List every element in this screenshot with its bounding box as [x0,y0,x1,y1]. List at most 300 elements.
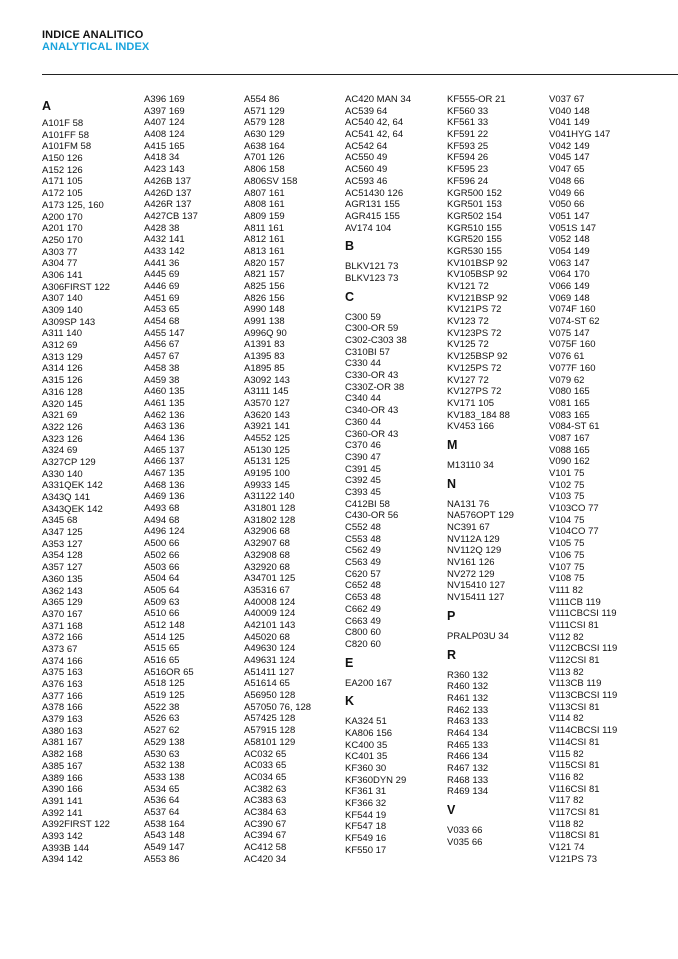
index-entry: A250 170 [42,234,83,246]
index-entry: A321 69 [42,410,78,422]
index-entry: A51614 65 [244,678,290,690]
index-entry: KF594 26 [447,152,489,164]
index-entry: A537 64 [144,806,180,818]
section-letter: E [345,655,354,670]
index-entry: A808 161 [244,199,285,211]
index-entry: A101F 58 [42,118,84,129]
index-entry: AC420 MAN 34 [345,94,412,105]
section-letter: M [447,437,458,452]
index-entry: A58101 129 [244,736,296,748]
index-entry: NV15411 127 [447,592,505,604]
index-entry: V112CSI 81 [549,655,600,666]
section-letter: B [345,239,355,254]
index-entry: V084-ST 61 [549,421,600,433]
index-entry: AC539 64 [345,105,388,117]
index-entry: AC032 65 [244,748,287,760]
index-entry: C340-OR 43 [345,405,399,417]
index-entry: A3921 141 [244,421,290,433]
index-entry: A362 143 [42,585,83,597]
index-entry: A465 137 [144,444,185,456]
index-entry: A389 166 [42,772,83,784]
index-entry: V051 147 [549,210,590,222]
index-entry: C562 49 [345,545,381,557]
index-entry: C392 45 [345,475,381,487]
index-entry: A40009 124 [244,608,296,620]
index-entry: AV174 104 [345,222,392,234]
index-entry: A323 126 [42,433,83,445]
index-entry: A324 69 [42,445,78,457]
index-entry: A532 138 [144,760,185,772]
index-entry: C391 45 [345,463,381,475]
index-entry: KGR500 152 [447,187,502,199]
index-entry: NV112A 129 [447,533,500,545]
index-entry: A446 69 [144,281,180,292]
index-entry: V117 82 [549,795,584,807]
index-entry: A519 125 [144,690,185,702]
index-entry: KGR520 155 [447,234,502,246]
section-letter: V [447,803,456,818]
index-entry: A461 135 [144,397,185,409]
index-entry: AC382 63 [244,783,287,795]
index-entry: A453 65 [144,304,180,316]
index-entry: A427CB 137 [144,210,198,222]
index-entry: V107 75 [549,561,585,573]
index-entry: V101 75 [549,468,585,479]
index-entry: KF595 23 [447,164,489,176]
index-entry: A32907 68 [244,538,290,550]
index-entry: KV125 72 [447,339,489,351]
index-entry: KGR501 153 [447,199,502,211]
index-entry: A320 145 [42,398,83,410]
index-entry: V050 66 [549,199,585,211]
index-entry: A393 142 [42,830,83,842]
index-entry: A512 148 [144,619,185,631]
index-entry: AC033 65 [244,760,287,772]
index-entry: C390 47 [345,451,381,463]
index-entry: A433 142 [144,245,185,257]
index-entry: A534 65 [144,783,180,795]
index-entry: A553 86 [144,853,180,865]
index-entry: A330 140 [42,468,83,480]
index-entry: A504 64 [144,573,180,585]
index-entry: A549 147 [144,842,185,853]
index-entry: A456 67 [144,339,180,351]
index-entry: A311 140 [42,328,82,340]
index-entry: A9933 145 [244,479,290,491]
index-entry: A407 124 [144,117,185,129]
index-entry: C340 44 [345,393,381,405]
index-entry: KF544 19 [345,809,387,821]
index-entry: NV15410 127 [447,580,506,592]
index-entry: A316 128 [42,386,83,398]
section-letter: P [447,608,456,623]
index-entry: V063 147 [549,257,590,269]
index-entry: A5131 125 [244,456,290,468]
index-entry: V083 165 [549,409,590,421]
index-entry: A812 161 [244,234,285,246]
index-entry: KV123PS 72 [447,327,502,339]
index-entry: KGR530 155 [447,245,502,257]
index-entry: A380 163 [42,725,83,737]
index-entry: A502 66 [144,549,180,561]
index-entry: A3620 143 [244,409,290,421]
index-entry: AC394 67 [244,830,287,842]
index-entry: A455 147 [144,327,185,339]
index-entry: A825 156 [244,281,285,292]
index-entry: V103CO 77 [549,503,599,515]
index-entry: KF547 18 [345,821,387,833]
index-column-3 [244,94,311,865]
index-entry: A516OR 65 [144,666,194,678]
index-entry: A466 137 [144,456,185,468]
index-entry: A460 135 [144,386,185,398]
index-entry: AC51430 126 [345,187,404,199]
index-entry: AC034 65 [244,771,287,783]
index-entry: R469 134 [447,786,489,798]
index-entry: C360 44 [345,416,381,428]
index-entry: A56950 128 [244,690,296,702]
index-entry: KC400 35 [345,739,388,751]
index-entry: KV105BSP 92 [447,269,508,281]
index-entry: KV453 166 [447,421,495,433]
index-entry: V052 148 [549,234,590,246]
index-entry: C310BI 57 [345,346,390,358]
index-entry: C302-C303 38 [345,335,407,346]
index-entry: A996Q 90 [244,327,287,339]
index-entry: KF593 25 [447,140,489,152]
index-entry: A392 141 [42,807,83,819]
index-entry: V114CSI 81 [549,736,600,748]
index-column-5 [447,94,514,848]
index-entry: V049 66 [549,187,585,199]
index-entry: A554 86 [244,94,280,105]
title-english: ANALYTICAL INDEX [42,41,150,53]
index-entry: EA200 167 [345,677,393,689]
index-entry: KF591 22 [447,129,489,141]
index-entry: A458 38 [144,362,180,374]
index-entry: A503 66 [144,561,180,573]
index-entry: A441 36 [144,257,180,269]
index-entry: V117CSI 81 [549,806,600,818]
index-entry: V118CSI 81 [549,830,600,842]
index-entry: A391 141 [42,795,83,807]
index-entry: A392FIRST 122 [42,819,110,831]
index-entry: AC390 67 [244,818,287,830]
index-entry: A579 128 [244,117,285,129]
index-entry: A522 38 [144,701,180,713]
index-entry: A373 67 [42,643,78,655]
index-entry: KV121BSP 92 [447,292,508,304]
index-entry: A101FF 58 [42,129,89,141]
index-entry: A49631 124 [244,655,296,666]
index-entry: A343QEK 142 [42,503,103,515]
index-entry: A426R 137 [144,199,192,211]
index-entry: A1895 85 [244,362,285,374]
index-entry: A378 166 [42,702,83,714]
index-entry: KV101BSP 92 [447,257,508,269]
index-entry: A393B 144 [42,842,90,854]
index-entry: AC550 49 [345,152,388,164]
index-entry: A820 157 [244,257,285,269]
index-entry: A312 69 [42,340,78,352]
index-entry: V121 74 [549,842,585,853]
index-entry: C360-OR 43 [345,428,399,440]
index-entry: C430-OR 56 [345,510,399,522]
index-entry: A32906 68 [244,526,290,538]
index-entry: A382 168 [42,749,83,761]
index-entry: KV171 105 [447,397,495,409]
index-entry: KA324 51 [345,716,387,728]
index-entry: A394 142 [42,854,83,866]
index-entry: A306FIRST 122 [42,281,110,293]
index-entry: A457 67 [144,351,180,363]
index-entry: A806 158 [244,164,285,176]
index-entry: V041 149 [549,117,590,129]
index-entry: A45020 68 [244,631,290,643]
index-entry: R464 134 [447,727,489,739]
index-entry: A526 63 [144,713,180,725]
index-entry: AC420 34 [244,853,287,865]
index-entry: A529 138 [144,736,185,748]
index-entry: C652 48 [345,580,381,592]
index-entry: A991 138 [244,316,285,328]
index-entry: C330Z-OR 38 [345,381,405,393]
index-entry: V041HYG 147 [549,129,611,141]
index-entry: V116CSI 81 [549,783,600,795]
index-entry: A327CP 129 [42,456,96,468]
index-entry: V042 149 [549,140,590,152]
index-entry: A396 169 [144,94,185,105]
index-entry: A314 126 [42,363,83,375]
index-entry: V037 67 [549,94,585,105]
index-entry: KF360 30 [345,763,387,774]
index-entry: KV125BSP 92 [447,351,508,363]
index-entry: V113CSI 81 [549,701,600,713]
index-entry: BLKV121 73 [345,261,399,273]
index-entry: A357 127 [42,562,83,574]
index-entry: A426B 137 [144,175,192,187]
index-entry: A381 167 [42,737,83,749]
index-entry: A515 65 [144,643,180,655]
index-entry: A101FM 58 [42,141,92,153]
index-entry: A201 170 [42,223,83,235]
index-entry: A172 105 [42,188,83,200]
index-entry: V104 75 [549,514,585,526]
index-entry: KGR502 154 [447,210,502,222]
index-entry: NA576OPT 129 [447,510,514,522]
index-entry: A505 64 [144,584,180,596]
index-entry: A150 126 [42,153,83,165]
index-entry: A527 62 [144,725,180,737]
index-entry: A390 166 [42,784,83,796]
index-entry: KC401 35 [345,751,388,763]
index-entry: NV112Q 129 [447,545,502,557]
index-entry: V102 75 [549,479,585,491]
index-entry: PRALP03U 34 [447,630,509,642]
index-entry: A538 164 [144,818,185,830]
index-entry: KA806 156 [345,727,393,739]
index-entry: V090 162 [549,456,590,468]
index-entry: A304 77 [42,258,78,270]
index-entry: A345 68 [42,515,78,527]
index-entry: V087 167 [549,432,590,444]
index-entry: R460 132 [447,681,489,693]
index-entry: V105 75 [549,538,585,550]
index-entry: A806SV 158 [244,175,298,187]
index-entry: C553 48 [345,533,381,545]
index-entry: M13110 34 [447,459,494,471]
index-entry: AC540 42, 64 [345,117,404,129]
index-entry: A4552 125 [244,432,290,444]
index-entry: A57050 76, 128 [244,701,312,713]
index-entry: A3570 127 [244,397,290,409]
index-entry: V112 82 [549,631,584,643]
index-entry: A451 69 [144,292,180,304]
index-entry: V081 165 [549,397,590,409]
index-entry: A379 163 [42,714,83,726]
index-entry: KF549 16 [345,833,387,845]
index-entry: V121PS 73 [549,853,598,865]
index-entry: A31802 128 [244,514,296,526]
index-entry: R466 134 [447,751,489,763]
index-entry: R462 133 [447,704,489,716]
index-entry: A40008 124 [244,596,296,608]
index-entry: KF596 24 [447,175,489,187]
index-entry: V108 75 [549,573,585,585]
index-entry: C412BI 58 [345,498,390,510]
index-entry: C300 59 [345,311,381,323]
index-entry: A309 140 [42,305,83,316]
index-entry: A463 136 [144,421,185,433]
index-entry: V040 148 [549,105,590,117]
index-entry: C330 44 [345,358,381,370]
index-entry: A809 159 [244,210,285,222]
index-entry: V114CBCSI 119 [549,725,618,737]
index-entry: R360 132 [447,669,489,681]
index-entry: V111 82 [549,584,583,596]
index-entry: A303 77 [42,246,78,258]
index-entry: A5130 125 [244,444,290,456]
index-entry: A494 68 [144,514,180,526]
index-entry: V035 66 [447,836,483,848]
index-entry: V115CSI 81 [549,760,600,772]
index-entry: KF360DYN 29 [345,774,407,786]
index-entry: A469 136 [144,491,185,503]
section-letter: N [447,476,457,491]
index-entry: A347 125 [42,527,83,539]
index-entry: A1391 83 [244,339,285,351]
index-entry: A376 163 [42,679,83,690]
index-entry: A530 63 [144,748,180,760]
index-entry: A418 34 [144,152,180,164]
index-entry: A51411 127 [244,666,295,678]
page-header [42,30,149,53]
index-entry: A42101 143 [244,619,296,631]
index-entry: C393 45 [345,486,381,498]
index-entry: R463 133 [447,716,489,728]
index-entry: A307 140 [42,293,83,305]
index-entry: A518 125 [144,678,185,690]
section-letter: A [42,99,52,113]
index-entry: A701 126 [244,152,285,164]
index-entry: A375 163 [42,667,83,679]
index-entry: R468 133 [447,774,489,786]
index-entry: A34701 125 [244,573,296,585]
index-entry: A496 124 [144,526,185,538]
index-entry: A426D 137 [144,187,192,199]
index-entry: C563 49 [345,557,381,569]
index-entry: A3092 143 [244,374,290,386]
index-column-2 [144,94,198,865]
index-entry: A536 64 [144,795,180,807]
index-entry: A516 65 [144,655,180,666]
index-entry: A9195 100 [244,468,290,479]
index-entry: AC560 49 [345,164,388,176]
index-entry: A370 167 [42,608,83,620]
index-entry: A514 125 [144,631,185,643]
index-entry: A171 105 [42,176,83,188]
index-entry: V106 75 [549,549,585,561]
index-entry: V054 149 [549,245,590,257]
index-entry: AC384 63 [244,806,287,818]
index-entry: A454 68 [144,316,180,328]
index-entry: KV121 72 [447,281,489,292]
section-letter: R [447,647,457,662]
index-entry: V116 82 [549,771,584,783]
index-entry: KV127 72 [447,374,489,386]
index-entry: V111CBCSI 119 [549,608,617,620]
index-entry: V104CO 77 [549,526,599,538]
index-entry: A811 161 [244,222,284,234]
index-entry: A309SP 143 [42,316,96,328]
index-entry: A57915 128 [244,725,296,737]
index-entry: A397 169 [144,105,185,117]
index-entry: V079 62 [549,374,585,386]
index-entry: NV161 126 [447,557,495,569]
index-entry: NA131 76 [447,498,490,510]
index-entry: KV127PS 72 [447,386,502,398]
index-entry: V113 82 [549,666,584,678]
index-entry: AC412 58 [244,842,287,853]
index-entry: V076 61 [549,351,585,363]
section-letter: K [345,694,355,709]
index-entry: AC541 42, 64 [345,129,404,141]
index-entry: C330-OR 43 [345,370,399,382]
title-italian: INDICE ANALITICO [42,29,144,41]
index-entry: A500 66 [144,538,180,550]
index-entry: A826 156 [244,292,285,304]
index-entry: V088 165 [549,444,590,456]
index-entry: A408 124 [144,129,185,141]
index-entry: A990 148 [244,304,285,316]
index-entry: V115 82 [549,748,584,760]
index-entry: V113CB 119 [549,678,602,690]
index-entry: KF560 33 [447,105,489,117]
header-divider [42,74,678,75]
index-entry: A35316 67 [244,584,290,596]
index-entry: C653 48 [345,592,381,604]
index-entry: A821 157 [244,269,285,281]
index-entry: R465 133 [447,739,489,751]
index-entry: V064 170 [549,269,590,281]
index-entry: NC391 67 [447,522,490,533]
index-entry: A428 38 [144,222,180,234]
index-entry: V047 65 [549,164,585,176]
index-entry: V077F 160 [549,362,596,374]
index-entry: C370 46 [345,440,381,452]
index-entry: A32920 68 [244,561,290,573]
index-entry: A462 136 [144,409,185,421]
